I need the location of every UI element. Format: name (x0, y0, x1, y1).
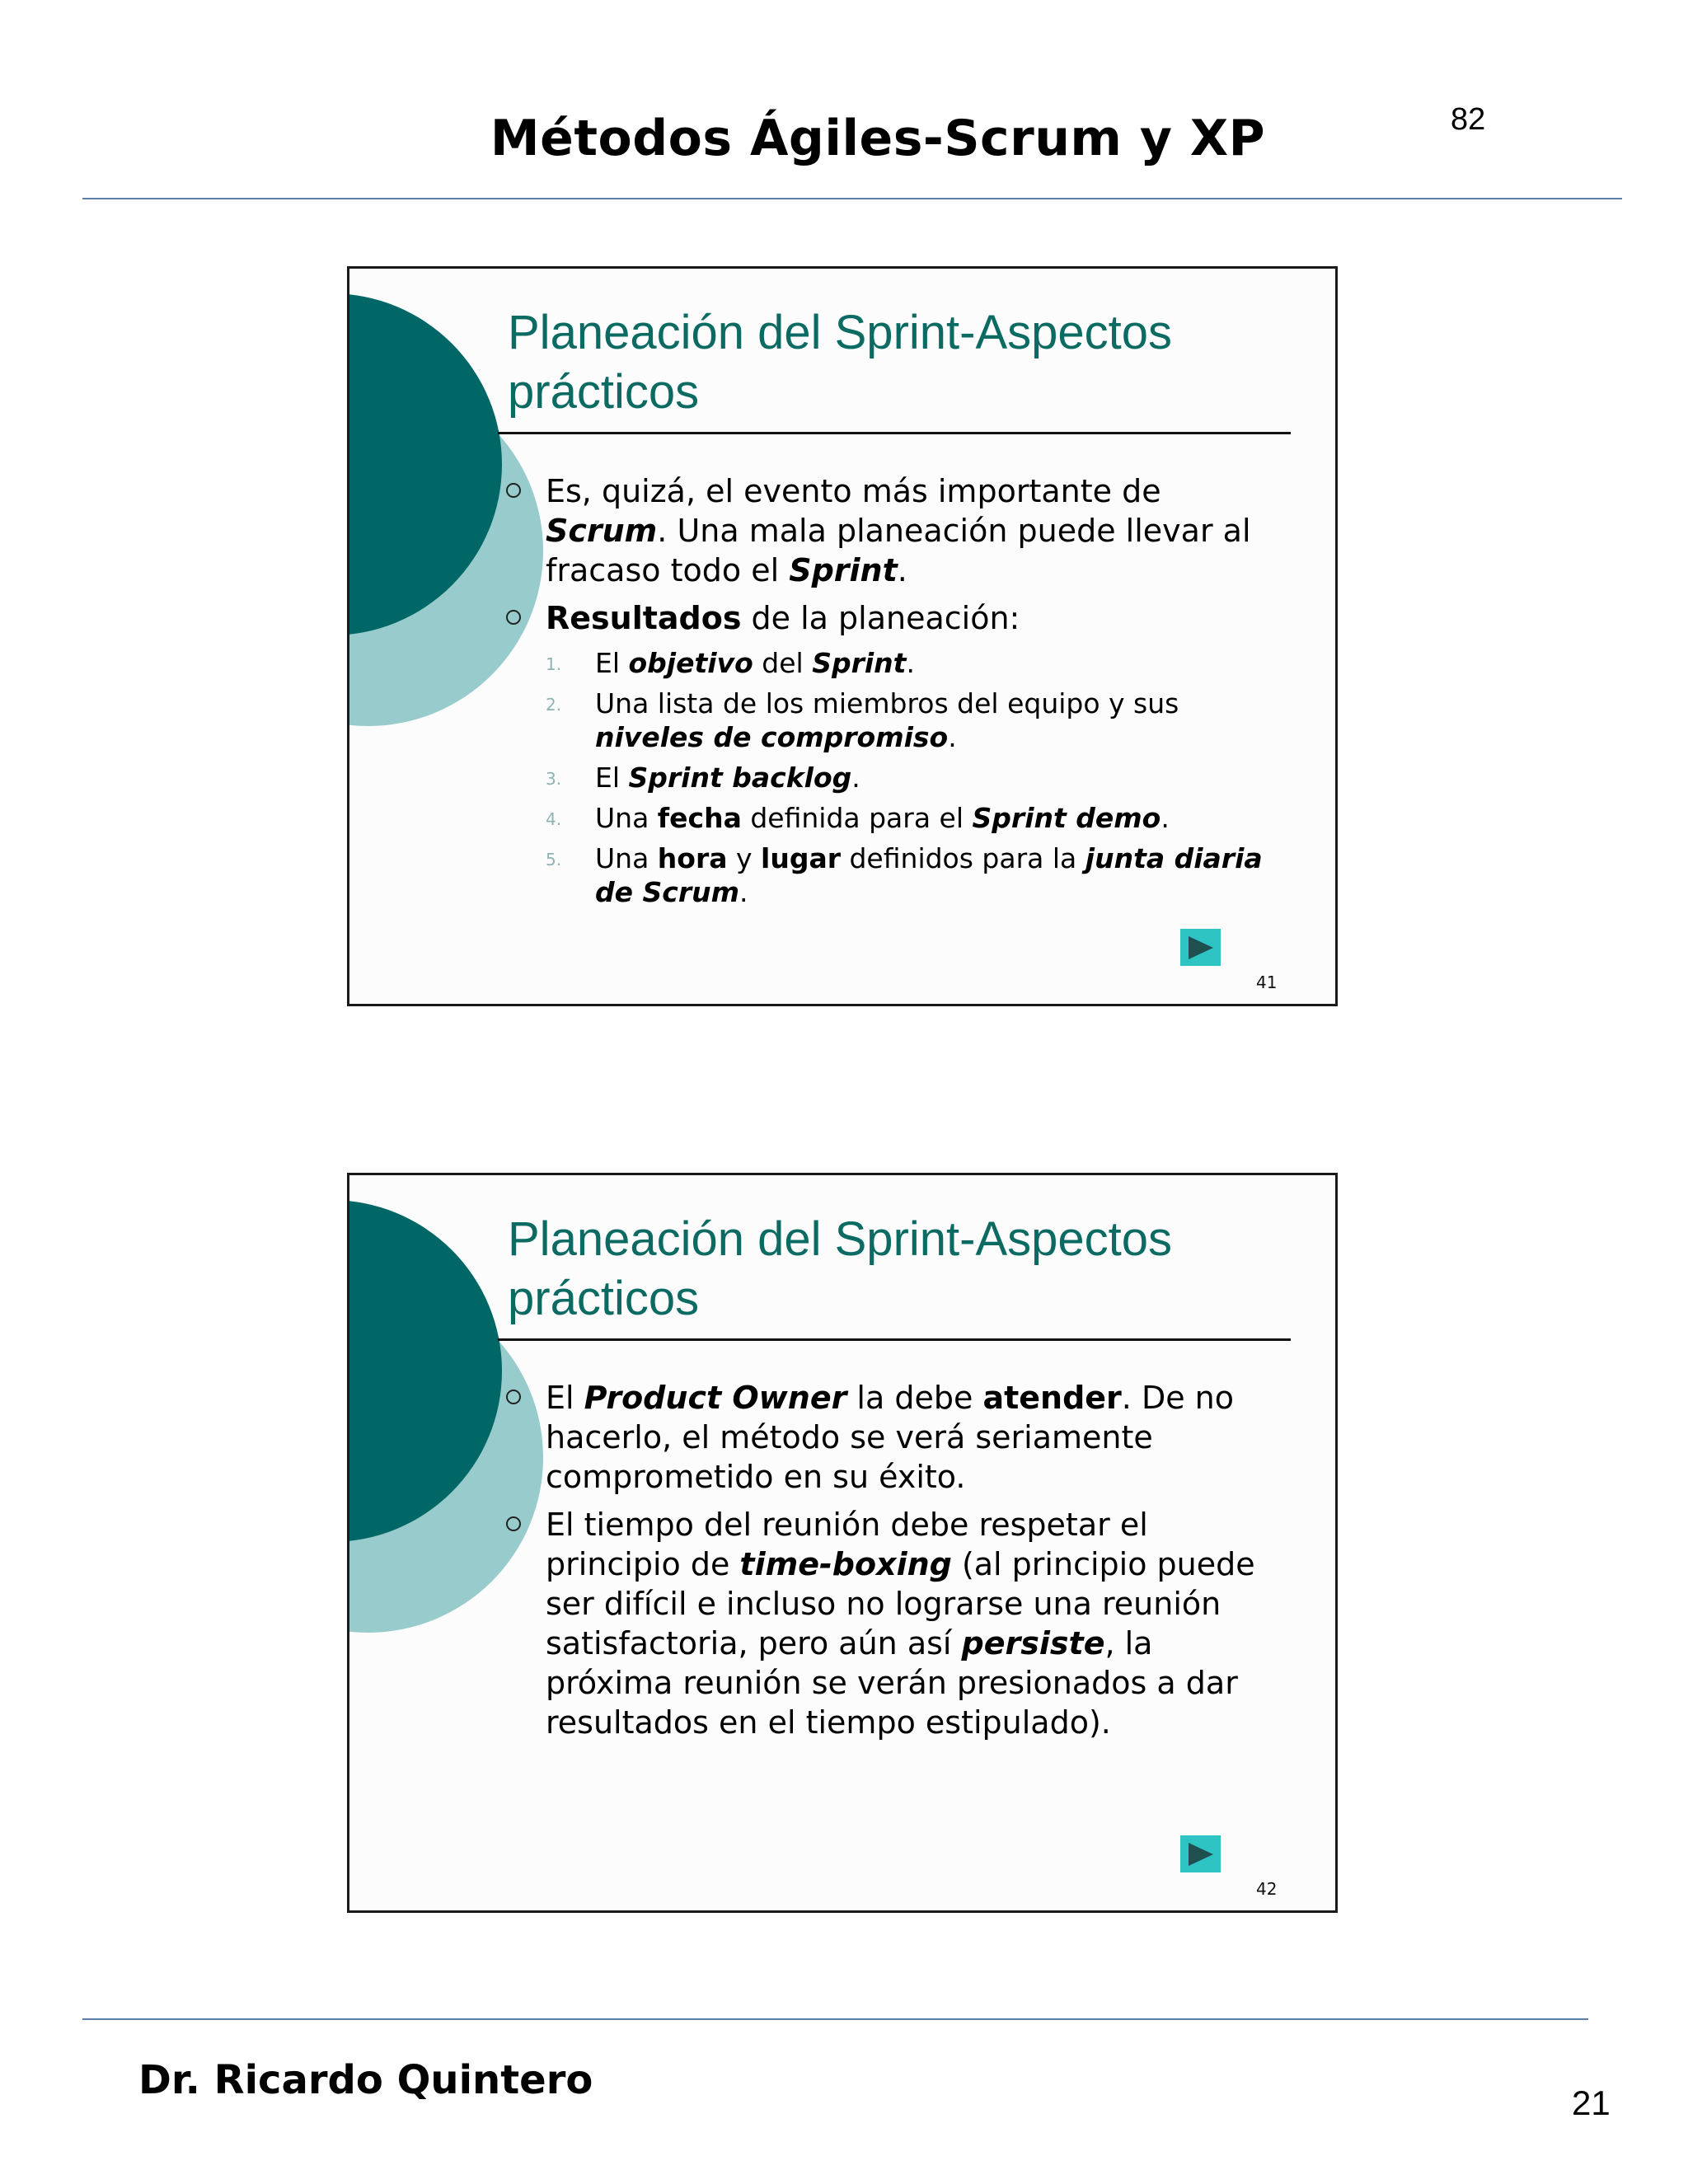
list-item-text (595, 687, 1179, 753)
text-run: Una lista de los miembros del equipo y sus (595, 687, 1179, 719)
play-icon (1187, 1841, 1215, 1868)
list-item (546, 687, 1273, 754)
bold-italic-text: time-boxing (739, 1546, 952, 1582)
bold-italic-text: Sprint (812, 647, 907, 679)
text-run: Una (595, 802, 658, 834)
bullet-circle-icon (506, 1516, 521, 1531)
next-slide-button[interactable] (1180, 929, 1221, 966)
bold-italic-text: Sprint backlog (628, 762, 852, 794)
text-run: Una (595, 842, 658, 874)
bold-text: fecha (657, 802, 742, 834)
text-run: definidos para la (841, 842, 1085, 874)
list-item-text (595, 647, 915, 679)
text-run: El (595, 762, 629, 794)
bullet-list (506, 471, 1273, 916)
bullet-circle-icon (506, 483, 521, 498)
bold-italic-text: Scrum (546, 513, 658, 549)
list-item (546, 761, 1273, 794)
text-run: Es, quizá, el evento más importante de (546, 473, 1161, 509)
page-title: Métodos Ágiles-Scrum y XP (490, 110, 1266, 167)
slide-title-rule (498, 432, 1291, 434)
text-run: . (1160, 802, 1170, 834)
list-item-text (595, 842, 1263, 908)
text-run: . De no hacerlo, el método se verá seriamente comprometido en su éxito. (546, 1380, 1235, 1495)
text-run: definida para el (741, 802, 973, 834)
bullet-item (506, 1378, 1273, 1497)
bold-text: hora (657, 842, 728, 874)
footer-rule (82, 2018, 1588, 2020)
bold-italic-text: Sprint (789, 552, 898, 588)
text-run: El (595, 647, 629, 679)
text-run: , la próxima reunión se verán presionados a dar resultados en el tiempo estipulado). (546, 1625, 1238, 1741)
slide-number: 42 (1256, 1879, 1278, 1899)
bold-text: Resultados (546, 600, 742, 636)
bold-italic-text: objetivo (628, 647, 753, 679)
list-number: 2. (546, 695, 562, 715)
text-run: . (738, 876, 748, 908)
bold-italic-text: persiste (961, 1625, 1105, 1661)
text-run: de la planeación: (741, 600, 1020, 636)
bold-italic-text: junta diaria de Scrum (595, 842, 1263, 908)
slide-title: Planeación del Sprint-Aspectos prácticos (508, 306, 1173, 419)
bullet-text (546, 600, 1020, 636)
bullet-circle-icon (506, 610, 521, 625)
bullet-circle-icon (506, 1390, 521, 1404)
slide-41 (347, 266, 1338, 1006)
slide-title: Planeación del Sprint-Aspectos prácticos (508, 1212, 1173, 1325)
bullet-item (506, 471, 1273, 590)
list-item-text (595, 802, 1170, 834)
bullet-item (506, 598, 1273, 638)
text-run: . (948, 721, 957, 753)
text-run: la debe (846, 1380, 983, 1416)
bullet-text (546, 1380, 1234, 1495)
bullet-text (546, 1507, 1255, 1741)
text-run: . (897, 552, 907, 588)
bullet-text (546, 473, 1251, 588)
list-item-text (595, 762, 860, 794)
bullet-item (506, 1505, 1273, 1742)
page-number-bottom: 21 (1572, 2083, 1611, 2122)
numbered-list (546, 646, 1273, 909)
header-rule (82, 198, 1622, 199)
slide-42 (347, 1173, 1338, 1913)
list-item (546, 801, 1273, 835)
bold-text: atender (982, 1380, 1122, 1416)
text-run: El tiempo del reunión debe respetar el principio de (546, 1507, 1148, 1582)
author-name: Dr. Ricardo Quintero (138, 2057, 593, 2103)
bold-italic-text: Product Owner (584, 1380, 847, 1416)
page-number-top: 82 (1451, 102, 1486, 137)
list-number: 1. (546, 654, 562, 674)
text-run: del (753, 647, 813, 679)
bullet-list (506, 1378, 1273, 1750)
text-run: (al principio puede ser difícil e incluso no lograrse una reunión satisfactoria, pero aún así (546, 1546, 1255, 1661)
text-run: y (727, 842, 762, 874)
list-number: 4. (546, 809, 562, 829)
bold-text: lugar (761, 842, 841, 874)
text-run: . (906, 647, 915, 679)
play-icon (1187, 935, 1215, 961)
list-item (546, 841, 1273, 909)
text-run: . (851, 762, 860, 794)
list-number: 3. (546, 769, 562, 789)
slide-number: 41 (1256, 972, 1278, 992)
list-number: 5. (546, 850, 562, 869)
next-slide-button[interactable] (1180, 1835, 1221, 1872)
text-run: El (546, 1380, 584, 1416)
bold-italic-text: Sprint demo (972, 802, 1161, 834)
slide-title-rule (498, 1338, 1291, 1341)
list-item (546, 646, 1273, 680)
text-run: . Una mala planeación puede llevar al fracaso todo el (546, 513, 1251, 588)
bold-italic-text: niveles de compromiso (595, 721, 949, 753)
